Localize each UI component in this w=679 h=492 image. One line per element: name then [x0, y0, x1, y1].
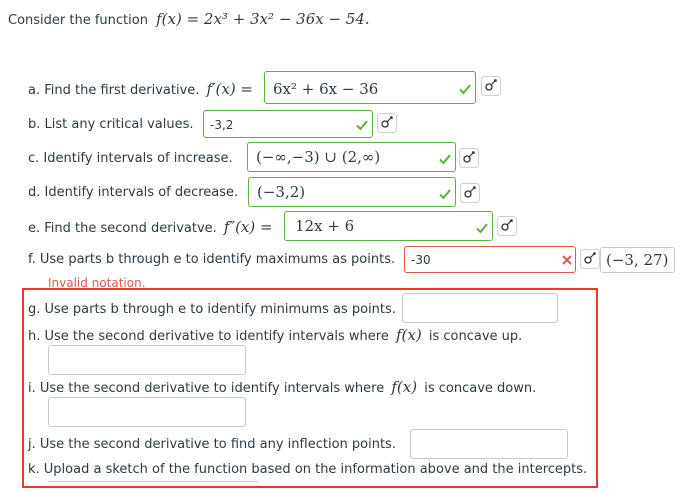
first-derivative-answer: 6x² + 6x − 36 — [273, 80, 379, 98]
decrease-intervals-answer: (−3,2) — [257, 183, 306, 201]
increase-intervals-answer-field[interactable] — [247, 142, 456, 172]
check-icon — [355, 118, 369, 132]
question-j-label: j. Use the second derivative to find any inflection points. — [28, 437, 396, 452]
answer-preview-text: (−3, 27) — [606, 251, 669, 269]
intro-text: Consider the function — [8, 13, 148, 28]
increase-intervals-answer: (−∞,−3) ∪ (2,∞) — [256, 148, 381, 166]
question-e-label — [28, 218, 273, 236]
question-a-label — [28, 80, 253, 98]
second-derivative-answer-field[interactable] — [284, 211, 493, 241]
inflection-points-answer-field[interactable] — [410, 429, 568, 459]
answer-preview — [600, 247, 675, 273]
maximums-answer-field[interactable] — [404, 246, 576, 273]
decrease-intervals-answer-field[interactable] — [248, 177, 456, 207]
question-i-label — [28, 378, 536, 396]
second-derivative-lhs: f″(x) = — [223, 218, 273, 236]
x-icon — [561, 254, 573, 266]
question-h-function: f(x) — [396, 326, 422, 344]
question-h-text: h. Use the second derivative to identify intervals where — [28, 329, 389, 344]
concave-down-answer-field[interactable] — [48, 397, 246, 427]
question-k-label: k. Upload a sketch of the function based on the information above and the intercepts. — [28, 462, 588, 477]
question-h-suffix: is concave up. — [428, 329, 523, 344]
question-i-function: f(x) — [391, 378, 418, 396]
second-derivative-answer: 12x + 6 — [295, 217, 355, 235]
key-icon[interactable] — [497, 216, 517, 236]
key-icon[interactable] — [459, 148, 479, 168]
question-e-text: e. Find the second derivatve. — [28, 221, 217, 236]
critical-values-answer: -3,2 — [210, 118, 234, 132]
question-i-suffix: is concave down. — [424, 381, 537, 396]
check-icon — [475, 221, 489, 235]
question-h-label — [28, 326, 522, 344]
key-icon[interactable] — [481, 76, 501, 96]
maximums-answer: -30 — [411, 253, 431, 267]
question-g-label: g. Use parts b through e to identify minimums as points. — [28, 302, 396, 317]
problem-statement — [8, 10, 370, 28]
question-a-text: a. Find the first derivative. — [28, 83, 200, 98]
question-c-label: c. Identify intervals of increase. — [28, 151, 233, 166]
minimums-answer-field[interactable] — [402, 293, 558, 323]
question-i-text: i. Use the second derivative to identify intervals where — [28, 381, 385, 396]
check-icon — [458, 82, 472, 96]
question-d-label: d. Identify intervals of decrease. — [28, 185, 239, 200]
concave-up-answer-field[interactable] — [48, 345, 246, 375]
function-definition: f(x) = 2x³ + 3x² − 36x − 54. — [156, 10, 370, 28]
first-derivative-answer-field[interactable] — [264, 71, 476, 104]
key-icon[interactable] — [460, 183, 480, 203]
critical-values-answer-field[interactable] — [203, 110, 373, 138]
check-icon — [438, 152, 452, 166]
question-b-label: b. List any critical values. — [28, 117, 194, 132]
file-upload-control[interactable] — [48, 481, 258, 492]
question-f-label: f. Use parts b through e to identify maximums as points. — [28, 252, 396, 267]
check-icon — [438, 187, 452, 201]
error-message: Invalid notation. — [48, 276, 146, 290]
key-icon[interactable] — [580, 249, 600, 269]
key-icon[interactable] — [377, 113, 397, 133]
first-derivative-lhs: f′(x) = — [206, 80, 254, 98]
